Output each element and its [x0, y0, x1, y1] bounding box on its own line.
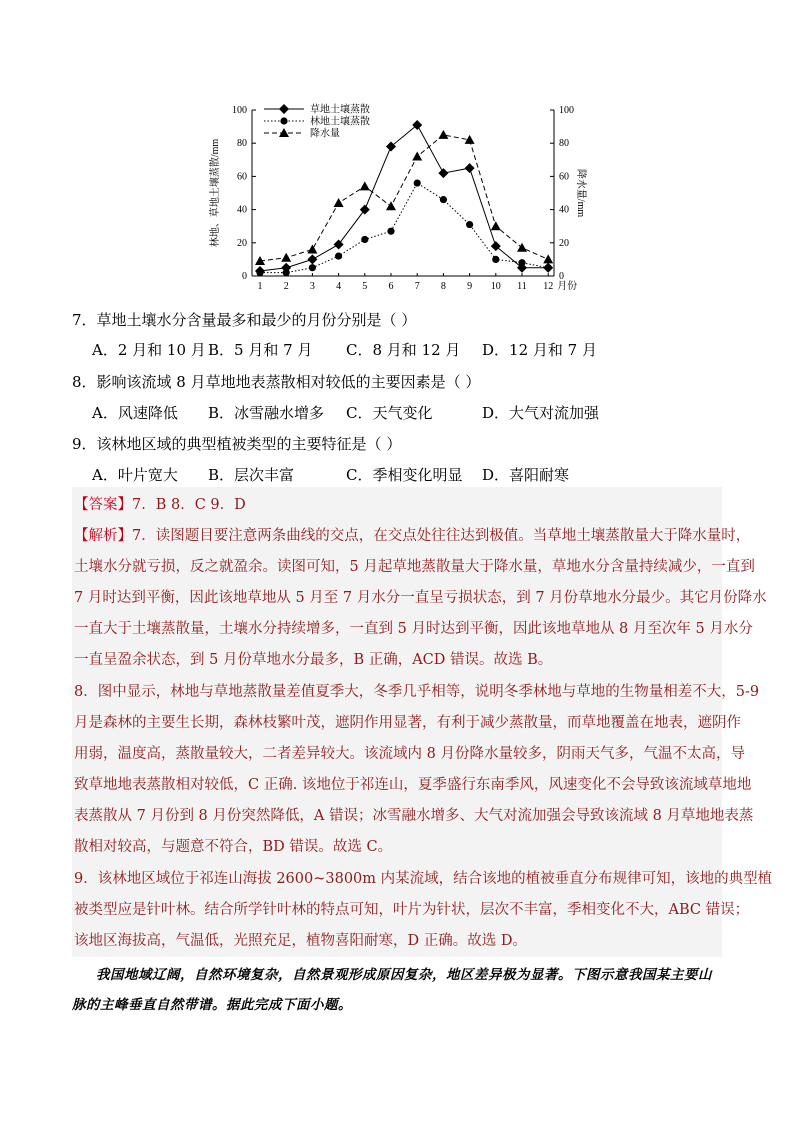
data-point-triangle — [360, 181, 370, 190]
x-tick-label: 6 — [388, 281, 394, 292]
y-tick-label: 60 — [237, 171, 247, 183]
data-point-diamond — [307, 254, 317, 264]
option-c: C．天气变化 — [346, 404, 433, 422]
data-point-triangle — [491, 221, 501, 230]
data-point-circle — [256, 269, 263, 276]
question-9-stem: 9．该林地区域的典型植被类型的主要特征是（ ） — [72, 435, 402, 453]
analysis-line-8: 用弱，温度高，蒸散量较大，二者差异较大。该流域内 8 月份降水量较多，阴雨天气多，气温不太高，导 — [74, 746, 745, 762]
x-tick-label: 5 — [362, 281, 368, 292]
y-tick-label: 0 — [242, 271, 247, 282]
y-tick-label: 40 — [237, 204, 247, 216]
x-tick-label: 3 — [309, 281, 315, 292]
option-a: A．叶片宽大 — [92, 466, 178, 484]
analysis-line-5: 一直呈盈余状态，到 5 月份草地水分最多，B 正确，ACD 错误。故选 B。 — [74, 652, 553, 668]
x-tick-label: 7 — [414, 281, 420, 292]
answer-line — [74, 490, 246, 521]
x-tick-label: 8 — [440, 281, 446, 292]
data-point-triangle — [438, 130, 448, 139]
y-tick-label-right: 80 — [559, 138, 569, 150]
x-tick-label: 12 — [543, 281, 554, 292]
y-axis-label-right: 降水量/mm — [575, 168, 586, 218]
data-point-diamond — [279, 104, 289, 114]
y-tick-label-right: 20 — [559, 237, 569, 249]
y-tick-label-right: 40 — [559, 204, 569, 216]
analysis-line-11: 散相对较高，与题意不符合，BD 错误。故选 C。 — [74, 839, 393, 855]
series-line — [260, 125, 548, 271]
x-tick-label: 10 — [490, 281, 501, 292]
option-c: C．季相变化明显 — [346, 466, 463, 484]
option-d: D．大气对流加强 — [482, 404, 600, 422]
legend-label: 林地土壤蒸散 — [310, 116, 370, 128]
question-8-options — [92, 403, 599, 423]
option-d: D．12 月和 7 月 — [482, 341, 597, 359]
x-tick-label: 2 — [283, 281, 289, 292]
answer-label: 【答案】 — [74, 497, 132, 513]
data-point-diamond — [360, 205, 370, 215]
y-tick-label: 20 — [237, 237, 247, 249]
data-point-circle — [492, 256, 499, 263]
x-tick-label: 11 — [517, 281, 527, 292]
data-point-circle — [361, 236, 368, 243]
data-point-triangle — [334, 198, 344, 207]
series-circle — [256, 179, 551, 276]
option-d: D．喜阳耐寒 — [482, 466, 570, 484]
series-diamond — [255, 120, 553, 276]
data-point-triangle — [412, 151, 422, 160]
analysis-line-6: 8．图中显示，林地与草地蒸散量差值夏季大，冬季几乎相等，说明冬季林地与草地的生物量相差不大，5-9 — [74, 684, 760, 700]
series-triangle — [255, 130, 553, 265]
data-point-diamond — [438, 168, 448, 178]
analysis-line-2: 土壤水分就亏损，反之就盈余。读图可知，5 月起草地蒸散量大于降水量，草地水分含量持续减少，一直到 — [74, 559, 755, 575]
data-point-circle — [387, 228, 394, 235]
question-8-stem: 8．影响该流域 8 月草地地表蒸散相对较低的主要因素是（ ） — [72, 373, 481, 391]
series-line — [260, 183, 548, 273]
analysis-line-7: 月是森林的主要生长期，森林枝繁叶茂，遮阴作用显著，有利于减少蒸散量，而草地覆盖在地表，遮阴作 — [74, 715, 741, 731]
data-point-circle — [335, 252, 342, 259]
series-line — [260, 135, 548, 261]
option-c: C．8 月和 12 月 — [346, 341, 461, 359]
analysis-line-1 — [74, 521, 750, 552]
option-a: A．2 月和 10 月 — [92, 341, 206, 359]
data-point-triangle — [281, 253, 291, 262]
data-point-circle — [440, 196, 447, 203]
data-point-triangle — [386, 201, 396, 210]
option-b: B．冰雪融水增多 — [208, 404, 325, 422]
question-9-options — [92, 465, 569, 485]
data-point-circle — [414, 179, 421, 186]
analysis-line-12: 9．该林地区域位于祁连山海拔 2600~3800m 内某流域，结合该地的植被垂直分布规律可知，该地的典型植 — [74, 871, 773, 887]
x-tick-label: 1 — [257, 281, 263, 292]
data-point-diamond — [465, 163, 475, 173]
intro-line-1: 我国地域辽阔，自然环境复杂，自然景观形成原因复杂，地区差异极为显著。下图示意我国某主要山 — [96, 967, 712, 983]
data-point-triangle — [307, 244, 317, 253]
data-point-circle — [518, 259, 525, 266]
data-point-circle — [545, 264, 552, 271]
x-tick-label: 4 — [336, 281, 342, 292]
x-unit-label: 月份 — [557, 281, 578, 292]
y-tick-label-right: 0 — [559, 271, 564, 282]
evaporation-precipitation-chart — [200, 98, 600, 298]
option-a: A．风速降低 — [92, 404, 178, 422]
question-7-stem: 7．草地土壤水分含量最多和最少的月份分别是（ ） — [72, 311, 417, 329]
y-tick-label-right: 60 — [559, 171, 569, 183]
answer-text: 7．B 8．C 9．D — [132, 497, 246, 513]
analysis-line-3: 7 月时达到平衡，因此该地草地从 5 月至 7 月水分一直呈亏损状态，到 7 月份草地水分最少。其它月份降水 — [74, 590, 767, 606]
question-7-options — [92, 340, 597, 360]
y-tick-label: 80 — [237, 138, 247, 150]
analysis-label: 【解析】 — [74, 528, 132, 544]
data-point-triangle — [543, 254, 553, 263]
analysis-line-13: 被类型应是针叶林。结合所学针叶林的特点可知，叶片为针状，层次不丰富，季相变化不大，ABC 错误； — [74, 902, 750, 918]
legend-label: 降水量 — [310, 128, 340, 140]
legend-label: 草地土壤蒸散 — [310, 104, 370, 116]
option-b: B．5 月和 7 月 — [208, 341, 313, 359]
x-tick-label: 9 — [467, 281, 473, 292]
data-point-circle — [466, 221, 473, 228]
y-axis-label-left: 林地、草地土壤蒸散/mm — [210, 138, 221, 248]
data-point-circle — [309, 264, 316, 271]
analysis-line-14: 该地区海拔高，气温低，光照充足，植物喜阳耐寒，D 正确。故选 D。 — [74, 933, 527, 949]
data-point-circle — [280, 117, 287, 124]
analysis-line-10: 表蒸散从 7 月份到 8 月份突然降低，A 错误；冰雪融水增多、大气对流加强会导致该流域 8 月草地地表蒸 — [74, 808, 754, 824]
y-tick-label-right: 100 — [559, 105, 574, 116]
data-point-circle — [283, 269, 290, 276]
analysis-line-9: 致草地地表蒸散相对较低，C 正确. 该地位于祁连山，夏季盛行东南季风，风速变化不会导致该流域草地地 — [74, 777, 752, 793]
analysis-line-4: 一直大于土壤蒸散量，土壤水分持续增多，一直到 5 月时达到平衡，因此该地草地从 8 月至次年 5 月水分 — [74, 621, 753, 637]
option-b: B．层次丰富 — [208, 466, 295, 484]
data-point-triangle — [517, 243, 527, 252]
data-point-diamond — [334, 239, 344, 249]
analysis-text: 7．读图题目要注意两条曲线的交点，在交点处往往达到极值。当草地土壤蒸散量大于降水量时， — [132, 528, 751, 544]
y-tick-label: 100 — [232, 105, 247, 116]
intro-line-2: 脉的主峰垂直自然带谱。据此完成下面小题。 — [72, 997, 352, 1013]
